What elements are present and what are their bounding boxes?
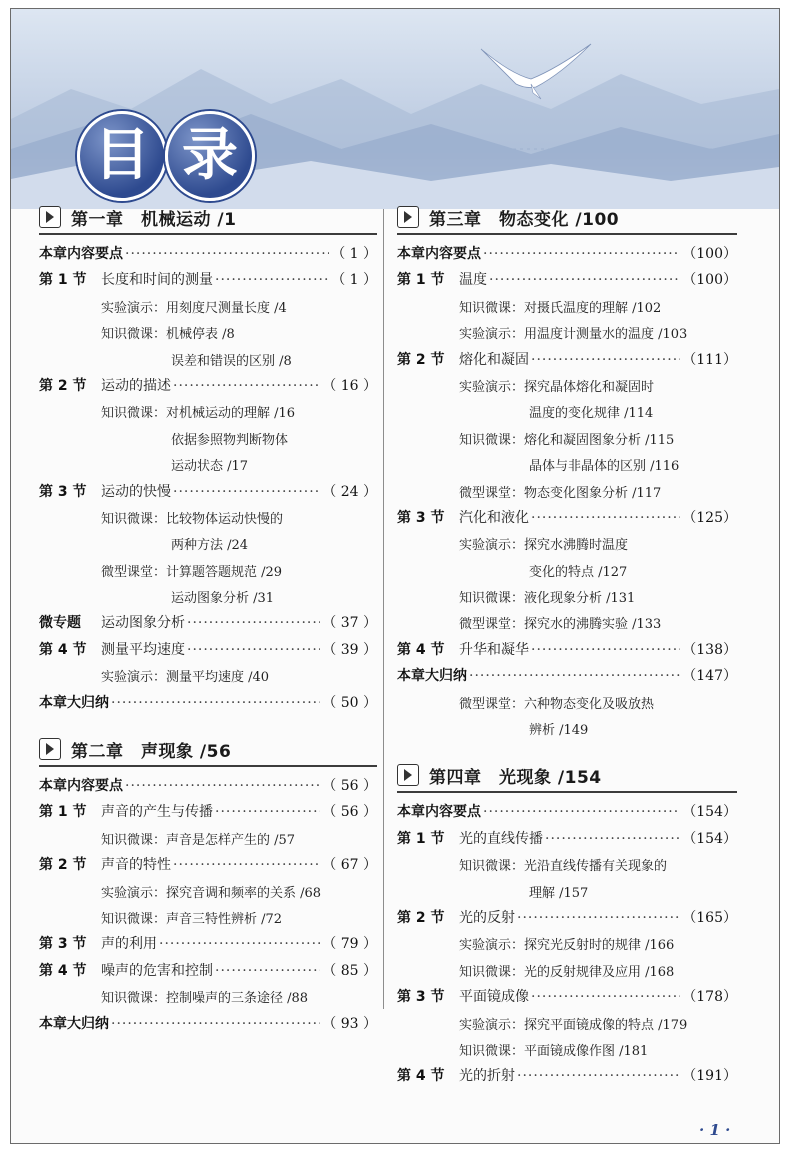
dot-leader [215,804,320,820]
toc-subentry[interactable]: 知识微课：控制噪声的三条途径 /88 [101,991,309,1007]
dot-leader [173,857,320,873]
entry-page: （ 79 ） [322,936,377,953]
entry-page: （165） [682,909,737,926]
toc-subentry[interactable]: 依据参照物判断物体 [171,432,289,448]
dot-leader [187,615,320,631]
entry-title: 光的直线传播 [459,830,543,847]
entry-title: 长度和时间的测量 [101,272,213,289]
entry-title: 运动的描述 [101,377,171,394]
toc-subentry[interactable]: 误差和错误的区别 /8 [171,353,292,369]
arrow-right-icon [39,206,61,228]
toc-entry[interactable] [39,854,377,880]
arrow-right-icon [39,738,61,760]
entry-page: （ 56 ） [322,778,377,795]
entry-page: （ 39 ） [322,641,377,658]
toc-subentry[interactable]: 实验演示：用刻度尺测量长度 /4 [101,300,287,316]
toc-entry[interactable] [39,612,377,638]
toc-entry[interactable] [39,801,377,827]
toc-entry[interactable] [39,933,377,959]
chapter-heading[interactable] [39,204,377,235]
entry-page: （138） [682,641,737,658]
entry-label: 第 2 节 [39,857,87,874]
dot-leader [531,352,680,368]
toc-left-column [39,204,377,1039]
entry-label: 第 2 节 [39,377,87,394]
toc-entry[interactable] [39,692,377,718]
toc-subentry[interactable]: 知识微课：光的反射规律及应用 /168 [459,964,675,980]
dot-leader [173,378,320,394]
toc-subentry[interactable]: 实验演示：探究平面镜成像的特点 /179 [459,1017,688,1033]
toc-subentry[interactable]: 知识微课：对机械运动的理解 /16 [101,406,296,422]
entry-label: 本章大归纳 [39,1015,109,1032]
toc-entry[interactable] [397,243,737,269]
toc-subentry[interactable]: 实验演示：探究晶体熔化和凝固时 [459,379,655,395]
entry-label: 第 1 节 [39,272,87,289]
entry-page: （ 1 ） [331,272,377,289]
toc-subentry[interactable]: 微型课堂：六种物态变化及吸放热 [459,696,655,712]
toc-right-column [397,204,737,1092]
arrow-right-icon [397,764,419,786]
chapter-title: 第一章 机械运动 /1 [71,209,237,230]
entry-title: 噪声的危害和控制 [101,962,213,979]
entry-label: 第 2 节 [397,909,445,926]
toc-subentry[interactable]: 知识微课：对摄氏温度的理解 /102 [459,300,662,316]
toc-subentry[interactable]: 知识微课：液化现象分析 /131 [459,591,636,607]
dot-leader [125,246,329,262]
dot-leader [111,695,320,711]
entry-page: （ 37 ） [322,615,377,632]
entry-title: 平面镜成像 [459,989,529,1006]
toc-subentry[interactable]: 微型课堂：计算题答题规范 /29 [101,564,283,580]
dot-leader [483,804,680,820]
entry-label: 第 1 节 [397,830,445,847]
toc-subentry[interactable]: 知识微课：比较物体运动快慢的 [101,511,284,527]
entry-label: 本章大归纳 [397,668,467,685]
dot-leader [483,246,680,262]
toc-entry[interactable] [397,269,737,295]
toc-entry[interactable] [397,349,737,375]
toc-subentry[interactable]: 运动状态 /17 [171,459,249,475]
toc-entry[interactable] [39,775,377,801]
toc-subentry[interactable]: 知识微课：光沿直线传播有关现象的 [459,859,668,875]
entry-page: （100） [682,246,737,262]
dot-leader [469,668,680,684]
toc-columns [11,204,779,1124]
chapter-heading[interactable] [397,204,737,235]
entry-label: 第 4 节 [39,641,87,658]
chapter-title: 第二章 声现象 /56 [71,741,232,762]
entry-page: （191） [682,1068,737,1085]
entry-label: 第 4 节 [397,1068,445,1085]
entry-label: 第 4 节 [39,962,87,979]
entry-page: （ 93 ） [322,1015,377,1032]
toc-entry[interactable] [397,801,737,827]
entry-label: 第 1 节 [39,804,87,821]
entry-label: 本章内容要点 [397,804,481,821]
dot-leader [517,1068,680,1084]
dot-leader [215,963,320,979]
entry-label: 第 1 节 [397,272,445,289]
entry-page: （ 50 ） [322,694,377,711]
toc-subentry[interactable]: 实验演示：用温度计测量水的温度 /103 [459,327,688,343]
entry-page: （147） [682,668,737,685]
dot-leader [545,831,680,847]
entry-label: 第 4 节 [397,641,445,658]
entry-title: 运动的快慢 [101,483,171,500]
entry-label: 本章大归纳 [39,694,109,711]
chapter-heading[interactable] [39,736,377,767]
entry-label: 本章内容要点 [39,246,123,262]
toc-entry[interactable] [39,1013,377,1039]
toc-title [77,109,277,199]
entry-label: 第 3 节 [397,509,445,526]
toc-entry[interactable] [397,1065,737,1091]
toc-subentry[interactable]: 微型课堂：物态变化图象分析 /117 [459,485,662,501]
dot-leader [531,510,680,526]
entry-page: （ 16 ） [322,377,377,394]
toc-subentry[interactable]: 知识微课：熔化和凝固图象分析 /115 [459,432,675,448]
toc-subentry[interactable]: 实验演示：探究水沸腾时温度 [459,538,629,554]
entry-title: 温度 [459,272,487,289]
toc-entry[interactable] [397,665,737,691]
title-char-1: 目 [77,111,167,201]
toc-entry[interactable] [397,507,737,533]
dot-leader [173,484,320,500]
section-gap [397,744,737,762]
dot-leader [125,778,320,794]
entry-page: （ 56 ） [322,804,377,821]
toc-subentry[interactable]: 温度的变化规律 /114 [529,406,654,422]
toc-subentry[interactable]: 知识微课：声音三特性辨析 /72 [101,911,283,927]
toc-subentry[interactable]: 运动图象分析 /31 [171,591,275,607]
dot-leader [517,910,680,926]
toc-entry[interactable] [397,986,737,1012]
entry-title: 运动图象分析 [101,615,185,632]
toc-entry[interactable] [39,639,377,665]
entry-label: 本章内容要点 [397,246,481,262]
toc-subentry[interactable]: 知识微课：平面镜成像作图 /181 [459,1043,649,1059]
toc-subentry[interactable]: 变化的特点 /127 [529,564,628,580]
toc-entry[interactable] [39,960,377,986]
entry-title: 熔化和凝固 [459,351,529,368]
dot-leader [531,989,680,1005]
entry-label: 第 3 节 [39,483,87,500]
entry-page: （178） [682,989,737,1006]
toc-entry[interactable] [397,907,737,933]
entry-title: 声的利用 [101,936,157,953]
entry-page: （154） [682,804,737,821]
entry-page: （154） [682,830,737,847]
toc-entry[interactable] [39,375,377,401]
toc-subentry[interactable]: 晶体与非晶体的区别 /116 [529,459,680,475]
toc-entry[interactable] [397,828,737,854]
dot-leader [215,272,329,288]
toc-subentry[interactable]: 辨析 /149 [529,723,589,739]
dot-leader [111,1016,320,1032]
entry-label: 第 2 节 [397,351,445,368]
toc-subentry[interactable]: 知识微课：声音是怎样产生的 /57 [101,832,296,848]
entry-label: 本章内容要点 [39,778,123,795]
page-number: · 1 · [699,1121,731,1139]
entry-page: （125） [682,509,737,526]
toc-entry[interactable] [39,269,377,295]
section-gap [39,718,377,736]
toc-subentry[interactable]: 实验演示：探究音调和频率的关系 /68 [101,885,322,901]
entry-title: 光的折射 [459,1068,515,1085]
entry-page: （ 85 ） [322,962,377,979]
arrow-right-icon [397,206,419,228]
toc-subentry[interactable]: 两种方法 /24 [171,538,249,554]
toc-entry[interactable] [397,639,737,665]
toc-entry[interactable] [39,243,377,269]
toc-subentry[interactable]: 微型课堂：探究水的沸腾实验 /133 [459,617,662,633]
entry-page: （100） [682,272,737,289]
entry-title: 声音的特性 [101,857,171,874]
entry-page: （ 1 ） [331,246,377,262]
entry-title: 测量平均速度 [101,641,185,658]
title-char-2: 录 [165,111,255,201]
chapter-heading[interactable] [397,762,737,793]
dot-leader [187,642,320,658]
toc-subentry[interactable]: 实验演示：探究光反射时的规律 /166 [459,938,675,954]
entry-title: 升华和凝华 [459,641,529,658]
toc-subentry[interactable]: 实验演示：测量平均速度 /40 [101,670,270,686]
chapter-title: 第四章 光现象 /154 [429,767,602,788]
header-banner [11,9,779,209]
toc-entry[interactable] [39,481,377,507]
dot-leader [159,936,320,952]
entry-title: 汽化和液化 [459,509,529,526]
entry-label: 微专题 [39,615,81,632]
entry-label: 第 3 节 [397,989,445,1006]
dot-leader [489,272,680,288]
toc-subentry[interactable]: 理解 /157 [529,885,589,901]
entry-page: （ 67 ） [322,857,377,874]
entry-page: （ 24 ） [322,483,377,500]
entry-label: 第 3 节 [39,936,87,953]
entry-title: 光的反射 [459,909,515,926]
toc-subentry[interactable]: 知识微课：机械停表 /8 [101,327,235,343]
chapter-title: 第三章 物态变化 /100 [429,209,620,230]
entry-page: （111） [682,351,737,368]
dot-leader [531,642,680,658]
page-frame [10,8,780,1144]
entry-title: 声音的产生与传播 [101,804,213,821]
